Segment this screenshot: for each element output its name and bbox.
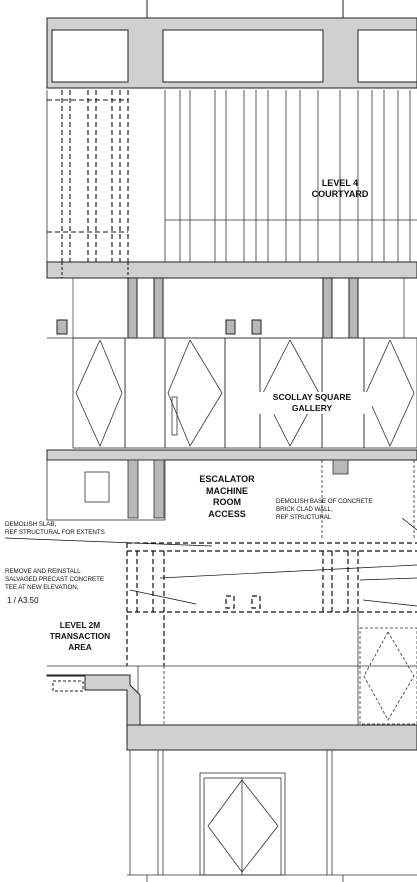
lower-slab [47, 675, 417, 750]
level2m-label [30, 620, 130, 653]
reinstall-line1: REMOVE AND REINSTALL [5, 568, 81, 575]
level4-courtyard-label [305, 178, 375, 200]
columns-upper [57, 278, 358, 338]
reinstall-line3: TEE AT NEW ELEVATION, [5, 584, 79, 591]
ground-floor-doors [127, 750, 417, 882]
reinstall-line2: SALVAGED PRECAST CONCRETE [5, 576, 104, 583]
demolish-base-line1: DEMOLISH BASE OF CONCRETE [276, 498, 373, 505]
demolish-slab-line2: REF STRUCTURAL FOR EXTENTS [5, 529, 105, 536]
demolish-slab-line1: DEMOLISH SLAB, [5, 521, 57, 528]
level4-label-line1: LEVEL 4 [321, 178, 359, 188]
demolition-dashed-mullions [47, 90, 128, 262]
demolish-base-note [276, 498, 386, 522]
level2m-label-line1: LEVEL 2M TRANSACTION [49, 620, 111, 641]
demolish-slab-outline [127, 543, 417, 666]
escalator-label-line4: ACCESS [208, 508, 246, 519]
level4-label-line2: COURTYARD [311, 189, 369, 199]
gallery-label: SCOLLAY SQUARE GALLERY [252, 392, 372, 414]
demolish-slab-note [5, 521, 145, 537]
roof-slab [47, 0, 417, 88]
reinstall-tee-note [5, 568, 130, 592]
escalator-room-label [196, 474, 258, 520]
escalator-label-line3: ROOM [213, 497, 241, 507]
level2m-label-line2: AREA [68, 642, 92, 652]
section-reference: 1 / A3.50 [7, 596, 39, 605]
escalator-label-line2: MACHINE [206, 485, 248, 496]
level4-slab [47, 262, 417, 278]
courtyard-facade [47, 90, 417, 262]
gallery-slab [47, 450, 417, 460]
demolish-base-line2: BRICK CLAD WALL, [276, 506, 333, 513]
escalator-label-line1: ESCALATOR [199, 474, 255, 484]
demolish-base-line3: REF STRUCTURAL [276, 514, 332, 521]
